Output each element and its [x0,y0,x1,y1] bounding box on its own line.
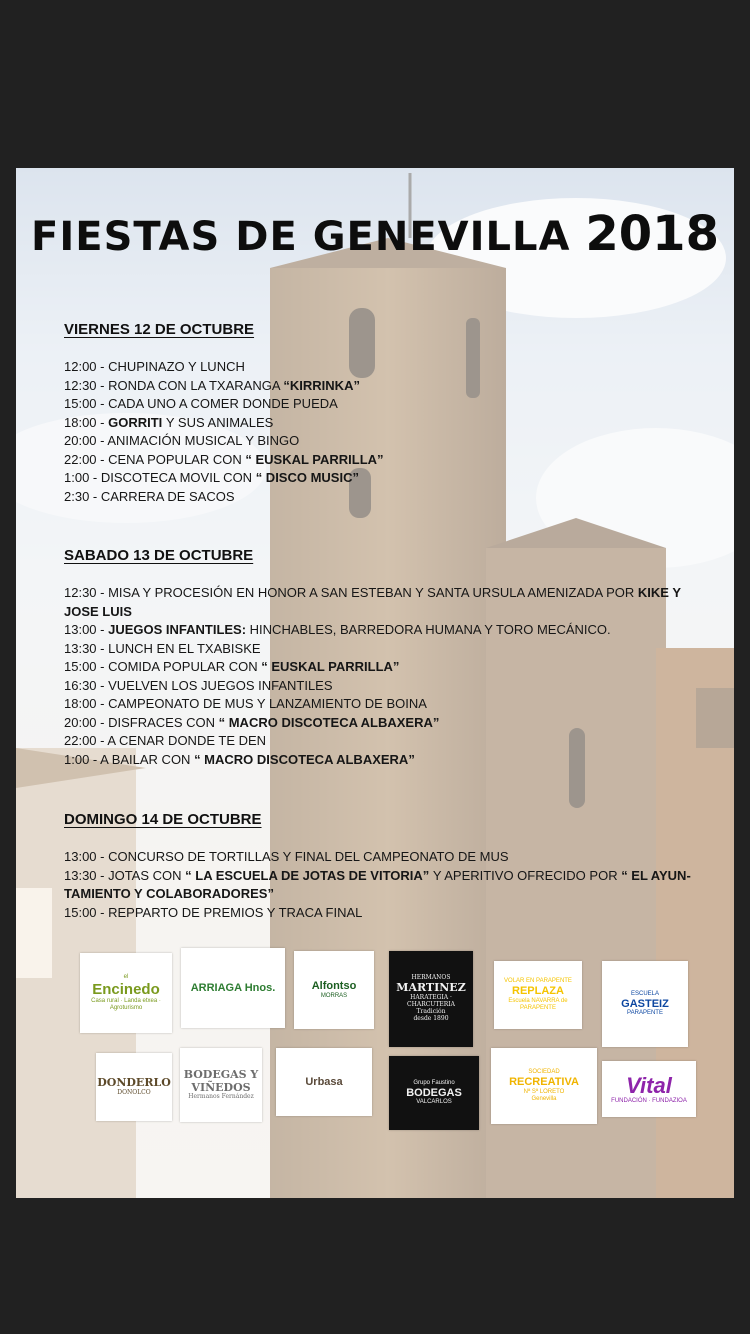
sponsor-logo [181,948,285,1028]
sponsor-logo-text: Genevilla [531,1095,557,1102]
sponsor-logo-text: Grupo Faustino [413,1079,455,1086]
event-row [64,395,704,414]
sponsor-logo-text: el [123,974,129,981]
event-row [64,469,704,488]
event-text: CHUPINAZO Y LUNCH [108,359,245,374]
sponsor-logo [494,961,582,1029]
day-section-domingo [64,811,704,922]
sponsor-logo-text: ARRIAGA Hnos. [190,981,276,994]
sponsor-logo-text: RECREATIVA [509,1076,579,1089]
day-heading: SABADO 13 DE OCTUBRE [64,547,254,564]
event-row [64,732,704,751]
event-time: 15:00 - [64,659,109,674]
sponsor-logo-text: DONOLCO [117,1088,151,1096]
event-list [64,358,704,506]
sponsor-logo-text: VOLAR EN PARAPENTE [504,978,572,985]
sponsor-logo-text: MARTINEZ [396,981,466,995]
event-row [64,714,704,733]
day-heading: DOMINGO 14 DE OCTUBRE [64,811,262,828]
title-year: 2018 [585,206,719,262]
sponsor-logo-text: Escuela NAVARRA de PARAPENTE [508,997,568,1011]
sponsor-logo-text: HERMANOS [411,974,451,982]
sponsor-logo [276,1048,372,1116]
event-time: 18:00 - [64,414,109,430]
sponsor-logo-text: desde 1890 [413,1014,449,1022]
sponsor-logo-text: REPLAZA [512,985,564,998]
sponsor-logo [602,961,688,1047]
event-text: DISFRACES CON [108,714,219,730]
event-time: 22:00 - [64,451,109,467]
sponsor-logo-text: Urbasa [305,1075,343,1088]
event-row [64,677,704,696]
sponsor-logo-text: BODEGAS Y VIÑEDOS [183,1067,259,1094]
sponsor-logo-text: Vital [626,1072,672,1098]
event-row [64,432,704,451]
sponsor-logo-text: BODEGAS [406,1086,462,1099]
sponsor-logo-text: SOCIEDAD [528,1069,560,1076]
sponsor-logo-text: Alfontso [311,980,357,993]
event-time: 2:30 - [64,488,101,504]
event-row [64,904,704,923]
event-poster [16,168,734,1198]
event-highlight: “ LA ESCUELA DE JOTAS DE VITORIA” [185,867,433,883]
event-highlight: “ EL AYUN-TAMIENTO Y COLABORADORES” [64,867,691,901]
event-time: 13:00 - [64,849,109,864]
event-text: ANIMACIÓN MUSICAL Y BINGO [107,433,300,448]
sponsor-logo-text: DONDERLO [97,1076,171,1090]
event-time: 15:00 - [64,904,109,920]
sponsor-logo-text: PARAPENTE [627,1010,663,1017]
day-heading: VIERNES 12 DE OCTUBRE [64,321,255,338]
event-time: 13:00 - [64,622,109,637]
event-text: DISCOTECA MOVIL CON [100,470,256,485]
event-highlight: “ MACRO DISCOTECA ALBAXERA” [218,714,440,730]
event-time: 1:00 - [64,470,101,485]
sponsor-logo-text: MORRAS [320,992,348,999]
sponsor-logo [294,951,374,1029]
sponsor-logo-text: Casa rural · Landa etxea · Agroturismo [91,998,161,1012]
event-row [64,848,704,867]
event-time: 18:00 - [64,696,109,711]
event-text: Y SUS ANIMALES [165,414,274,430]
event-row [64,621,704,640]
sponsor-logo-text: Tradición [416,1007,446,1015]
event-highlight: “ EUSKAL PARRILLA” [245,451,384,467]
event-time: 13:30 - [64,867,109,883]
event-text: CONCURSO DE TORTILLAS Y FINAL DEL CAMPEONATO DE MUS [108,849,509,864]
event-highlight: “ EUSKAL PARRILLA” [261,659,400,674]
event-time: 12:30 - [64,377,109,393]
sponsor-logo-text: GASTEIZ [621,997,669,1010]
event-highlight: “ MACRO DISCOTECA ALBAXERA” [194,751,415,767]
event-row [64,488,704,507]
sponsor-logo [491,1048,597,1124]
event-highlight: KIKE Y JOSE LUIS [64,585,681,619]
event-row [64,377,704,396]
event-text: A BAILAR CON [100,751,195,767]
event-text: CARRERA DE SACOS [100,488,235,504]
event-row [64,867,704,904]
event-text: RONDA CON LA TXARANGA [108,377,284,393]
event-time: 12:00 - [64,359,109,374]
event-highlight: GORRITI [108,414,166,430]
event-row [64,414,704,433]
event-text: CAMPEONATO DE MUS Y LANZAMIENTO DE BOINA [108,696,427,711]
day-section-sabado [64,547,704,769]
event-text: CENA POPULAR CON [108,451,246,467]
event-time: 1:00 - [64,751,101,767]
poster-title [16,206,734,262]
sponsor-logo [389,951,473,1047]
event-row [64,658,704,677]
event-time: 22:00 - [64,733,108,748]
event-highlight: “ DISCO MUSIC” [255,470,359,485]
sponsor-logo [180,1048,262,1122]
event-list [64,584,704,769]
sponsor-logo [389,1056,479,1130]
event-row [64,358,704,377]
event-text: HINCHABLES, BARREDORA HUMANA Y TORO MECÁNICO. [249,622,611,637]
event-text: JOTAS CON [108,867,186,883]
sponsor-logo-text: FUNDACIÓN · FUNDAZIOA [611,1098,687,1105]
event-text: Y APERITIVO OFRECIDO POR [432,867,622,883]
event-text: VUELVEN LOS JUEGOS INFANTILES [108,677,333,693]
sponsor-logo-text: VALCARLOS [416,1099,452,1106]
event-list [64,848,704,922]
event-row [64,584,704,621]
sponsor-logo [602,1061,696,1117]
sponsor-logo [96,1053,172,1121]
event-time: 16:30 - [64,677,109,693]
event-text: REPPARTO DE PREMIOS Y TRACA FINAL [108,904,363,920]
sponsor-logo-text: HARATEGIA · CHARCUTERIA [407,993,455,1008]
event-row [64,640,704,659]
event-time: 15:00 - [64,396,109,411]
sponsor-logo [80,953,172,1033]
event-text: MISA Y PROCESIÓN EN HONOR A SAN ESTEBAN Y SANTA URSULA AMENIZADA POR [108,585,638,600]
title-text: FIESTAS DE GENEVILLA [31,214,571,260]
event-text: A CENAR DONDE TE DEN [107,733,267,748]
sponsor-logo-text: Hermanos Fernández [188,1093,254,1101]
event-text: CADA UNO A COMER DONDE PUEDA [108,396,338,411]
event-highlight: “KIRRINKA” [283,377,360,393]
sponsor-logo-text: ESCUELA [630,990,659,997]
event-time: 12:30 - [64,585,109,600]
event-text: LUNCH EN EL TXABISKE [108,640,261,656]
event-row [64,695,704,714]
event-text: COMIDA POPULAR CON [108,659,262,674]
event-row [64,451,704,470]
day-section-viernes [64,321,704,506]
event-highlight: JUEGOS INFANTILES: [108,622,250,637]
event-time: 13:30 - [64,640,109,656]
sponsor-logo-text: Nª Sª LORETO [523,1088,565,1095]
event-row [64,751,704,770]
event-time: 20:00 - [64,433,108,448]
sponsor-logo-text: Encinedo [92,980,160,998]
event-time: 20:00 - [64,714,109,730]
